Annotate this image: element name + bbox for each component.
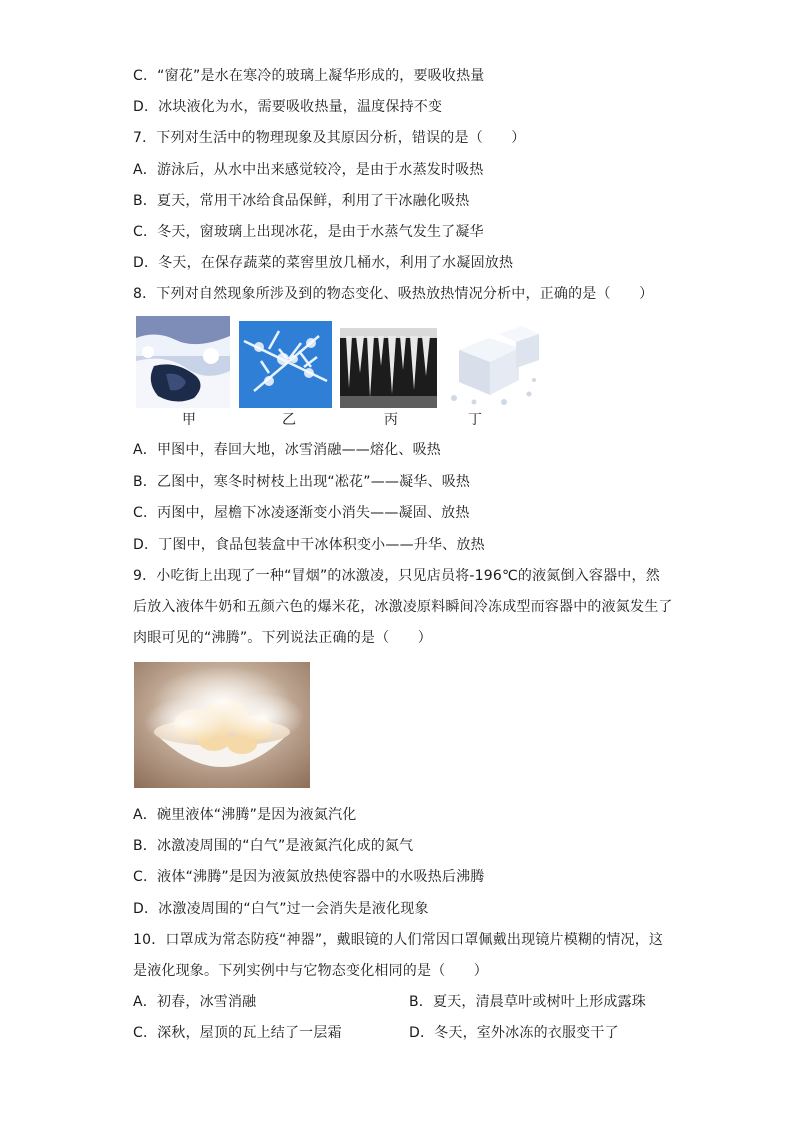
q7-option-d: D．冬天，在保存蔬菜的菜窖里放几桶水，利用了水凝固放热 bbox=[133, 255, 514, 271]
q7-option-b: B．夏天，常用干冰给食品保鲜，利用了干冰融化吸热 bbox=[133, 193, 470, 209]
caption-yi: 乙 bbox=[282, 412, 296, 428]
q9-stem-line1: 9．小吃街上出现了一种“冒烟”的冰激凌，只见店员将-196℃的液氮倒入容器中，然 bbox=[133, 568, 660, 584]
caption-bing: 丙 bbox=[384, 412, 398, 428]
q10-option-d: D．冬天，室外冰冻的衣服变干了 bbox=[409, 1025, 619, 1041]
q9-stem-line3: 肉眼可见的“沸腾”。下列说法正确的是（ ） bbox=[133, 630, 432, 646]
caption-ding: 丁 bbox=[468, 412, 482, 428]
q9-option-a: A．碗里液体“沸腾”是因为液氮汽化 bbox=[133, 807, 357, 823]
q6-option-d: D．冰块液化为水，需要吸收热量，温度保持不变 bbox=[133, 99, 443, 115]
q9-option-b: B．冰激凌周围的“白气”是液氮汽化成的氮气 bbox=[133, 838, 414, 854]
q9-option-c: C．液体“沸腾”是因为液氮放热使容器中的水吸热后沸腾 bbox=[133, 869, 485, 885]
q8-option-d: D．丁图中，食品包装盒中干冰体积变小——升华、放热 bbox=[133, 537, 485, 553]
q10-option-a: A．初春，冰雪消融 bbox=[133, 994, 257, 1010]
q8-option-b: B．乙图中，寒冬时树枝上出现“凇花”——凝华、吸热 bbox=[133, 474, 471, 490]
q8-option-a: A．甲图中，春回大地，冰雪消融——熔化、吸热 bbox=[133, 442, 441, 458]
q6-option-c: C．“窗花”是水在寒冷的玻璃上凝华形成的，要吸收热量 bbox=[133, 68, 485, 84]
q7-option-a: A．游泳后，从水中出来感觉较冷，是由于水蒸发时吸热 bbox=[133, 162, 484, 178]
q7-option-c: C．冬天，窗玻璃上出现冰花，是由于水蒸气发生了凝华 bbox=[133, 224, 484, 240]
q8-option-c: C．丙图中，屋檐下冰凌逐渐变小消失——凝固、放热 bbox=[133, 505, 470, 521]
q8-image-jia bbox=[136, 316, 230, 408]
q8-stem: 8．下列对自然现象所涉及到的物态变化、吸热放热情况分析中，正确的是（ ） bbox=[133, 286, 654, 302]
q10-option-c: C．深秋，屋顶的瓦上结了一层霜 bbox=[133, 1025, 342, 1041]
q8-image-ding bbox=[444, 320, 543, 408]
q9-option-d: D．冰激凌周围的“白气”过一会消失是液化现象 bbox=[133, 901, 429, 917]
q10-stem-line2: 是液化现象。下列实例中与它物态变化相同的是（ ） bbox=[133, 963, 488, 979]
q9-stem-line2: 后放入液体牛奶和五颜六色的爆米花，冰激凌原料瞬间冷冻成型而容器中的液氮发生了 bbox=[133, 599, 673, 615]
q8-image-bing bbox=[340, 328, 437, 408]
caption-jia: 甲 bbox=[182, 412, 196, 428]
q8-image-yi bbox=[239, 321, 332, 408]
q10-option-b: B．夏天，清晨草叶或树叶上形成露珠 bbox=[409, 994, 647, 1010]
q9-image-ice-cream bbox=[134, 662, 310, 788]
q7-stem: 7．下列对生活中的物理现象及其原因分析，错误的是（ ） bbox=[133, 130, 526, 146]
q10-stem-line1: 10．口罩成为常态防疫“神器”，戴眼镜的人们常因口罩佩戴出现镜片模糊的情况，这 bbox=[133, 932, 664, 948]
